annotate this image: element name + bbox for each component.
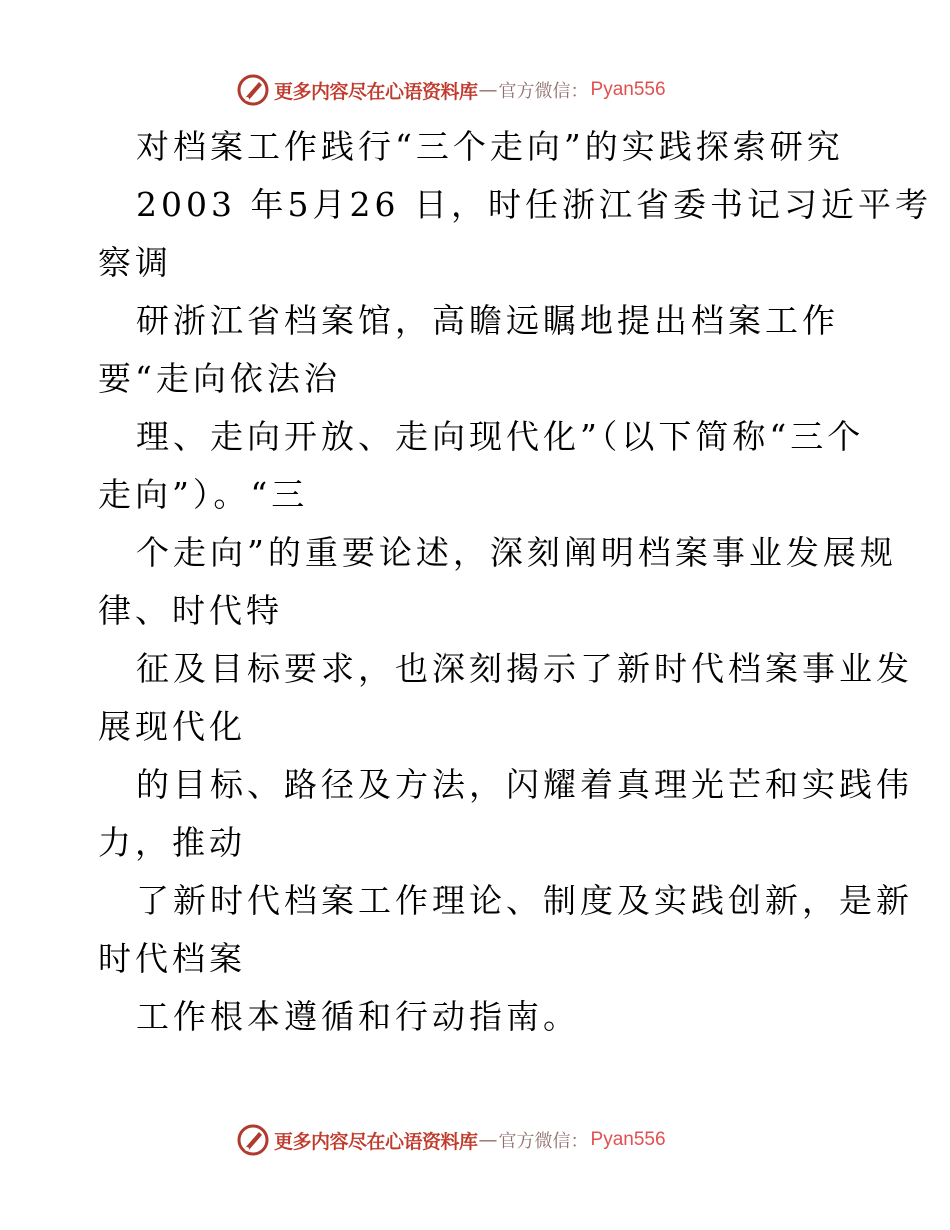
paragraph-line: 走向”）。“三	[98, 475, 309, 514]
paragraph-line: 2003 年5月26 日，时任浙江省委书记习近平考	[136, 185, 932, 224]
paragraph-line: 理、走向开放、走向现代化”（以下简称“三个	[136, 417, 865, 456]
paragraph-line: 工作根本遵循和行动指南。	[136, 997, 580, 1036]
paragraph-line: 时代档案	[98, 939, 246, 978]
document-title: 对档案工作践行“三个走向”的实践探索研究	[136, 127, 844, 166]
paragraph-line: 展现代化	[98, 707, 246, 746]
pen-nib-seal-icon	[236, 1123, 270, 1157]
footer-watermark	[236, 1122, 666, 1158]
paragraph-line: 要“走向依法治	[98, 359, 341, 398]
watermark-dash: —	[478, 79, 498, 101]
watermark-id: Pyan556	[590, 1129, 666, 1150]
paragraph-line: 律、时代特	[98, 591, 283, 630]
document-body	[98, 118, 932, 1046]
watermark-label: 官方微信：	[498, 1131, 589, 1152]
watermark-dash: —	[478, 1129, 498, 1151]
paragraph-line: 个走向”的重要论述，深刻阐明档案事业发展规	[136, 533, 897, 572]
paragraph-line: 了新时代档案工作理论、制度及实践创新，是新	[136, 881, 913, 920]
header-watermark	[236, 72, 666, 108]
paragraph-line: 察调	[98, 243, 172, 282]
paragraph-line: 研浙江省档案馆，高瞻远瞩地提出档案工作	[136, 301, 839, 340]
paragraph-line: 力，推动	[98, 823, 246, 862]
watermark-label: 官方微信：	[498, 81, 589, 102]
paragraph-line: 的目标、路径及方法，闪耀着真理光芒和实践伟	[136, 765, 913, 804]
watermark-text: 更多内容尽在心语资料库	[274, 1130, 478, 1153]
paragraph-line: 征及目标要求，也深刻揭示了新时代档案事业发	[136, 649, 913, 688]
watermark-text: 更多内容尽在心语资料库	[274, 80, 478, 103]
pen-nib-seal-icon	[236, 73, 270, 107]
watermark-id: Pyan556	[590, 79, 666, 100]
